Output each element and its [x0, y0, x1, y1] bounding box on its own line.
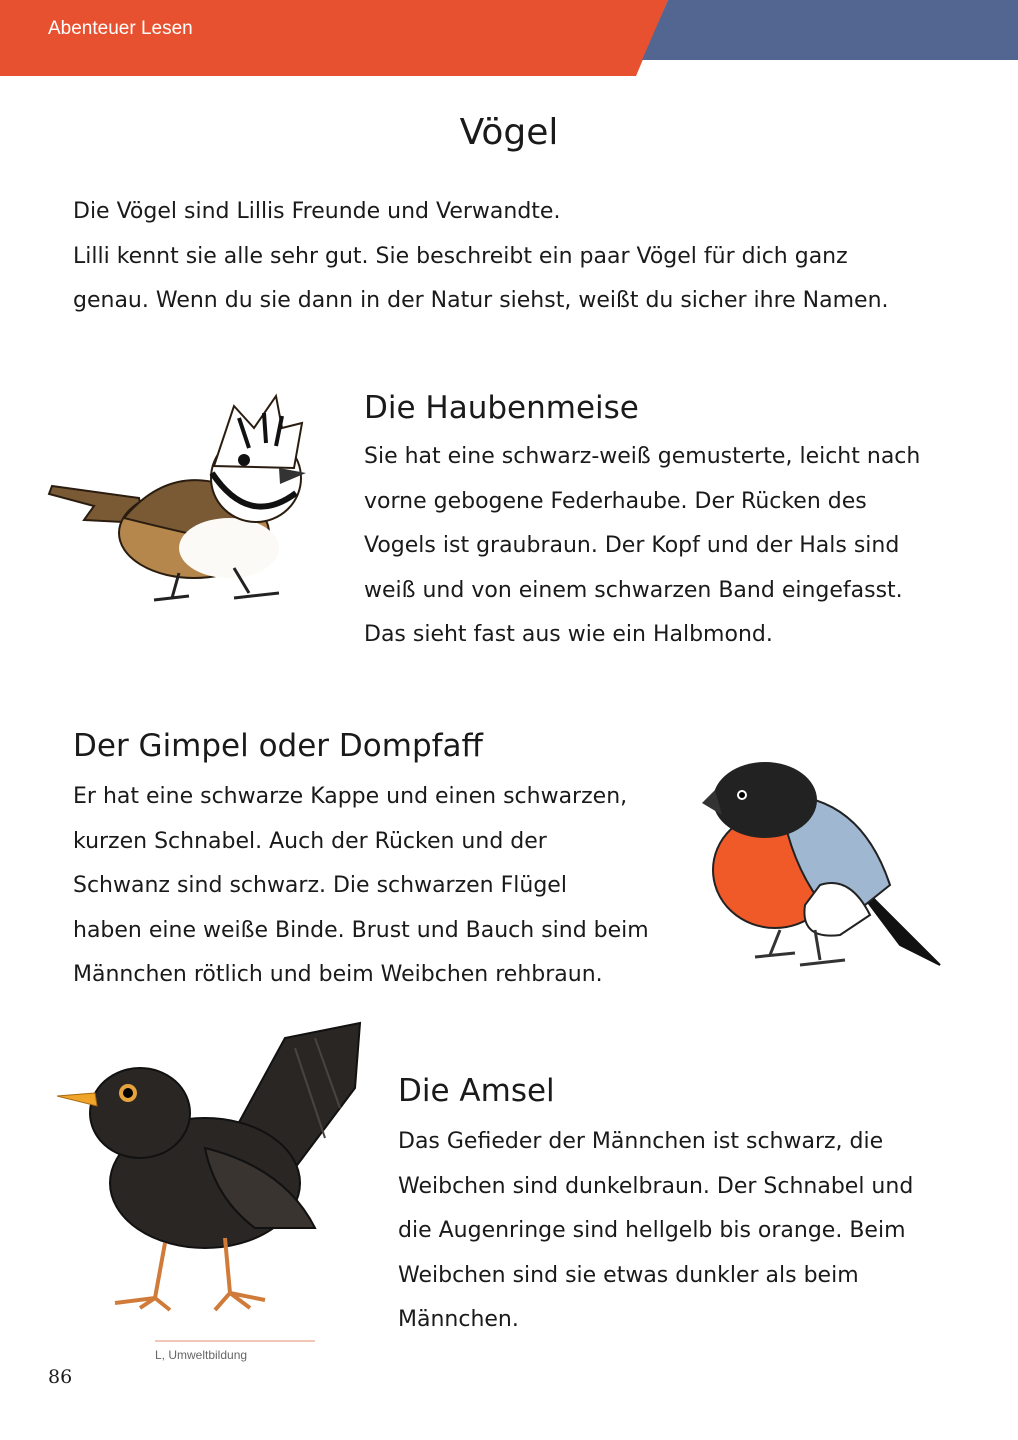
bird-description: [73, 775, 649, 998]
text-line: haben eine weiße Binde. Brust und Bauch sind beim: [73, 917, 649, 943]
intro-text: [73, 190, 889, 324]
page-title: Vögel: [459, 112, 559, 153]
intro-line: genau. Wenn du sie dann in der Natur siehst, weißt du sicher ihre Namen.: [73, 288, 889, 313]
text-line: kurzen Schnabel. Auch der Rücken und der: [73, 828, 547, 854]
text-line: Weibchen sind dunkelbraun. Der Schnabel und: [398, 1173, 914, 1199]
page-number: 86: [48, 1366, 73, 1388]
intro-line: Lilli kennt sie alle sehr gut. Sie beschreibt ein paar Vögel für dich ganz: [73, 243, 848, 269]
text-line: die Augenringe sind hellgelb bis orange. Beim: [398, 1218, 906, 1243]
image-credit: L, Umweltbildung: [155, 1348, 248, 1362]
text-line: Das sieht fast aus wie ein Halbmond.: [364, 622, 773, 647]
text-line: Sie hat eine schwarz-weiß gemusterte, leicht nach: [364, 444, 921, 469]
text-line: Vogels ist graubraun. Der Kopf und der Hals sind: [364, 533, 900, 558]
text-line: Männchen rötlich und beim Weibchen rehbraun.: [73, 962, 603, 987]
bird-heading: Der Gimpel oder Dompfaff: [73, 728, 483, 764]
bullfinch-illustration: [700, 755, 950, 975]
bird-description: [364, 435, 920, 658]
text-line: Das Gefieder der Männchen ist schwarz, die: [398, 1129, 884, 1154]
intro-line: Die Vögel sind Lillis Freunde und Verwandte.: [73, 199, 561, 224]
bird-heading: Die Amsel: [398, 1073, 555, 1109]
bird-heading: Die Haubenmeise: [364, 390, 639, 426]
text-line: Schwanz sind schwarz. Die schwarzen Flügel: [73, 873, 567, 898]
header-label: Abenteuer Lesen: [48, 18, 193, 39]
text-line: Er hat eine schwarze Kappe und einen schwarzen,: [73, 784, 628, 809]
bird-description: [398, 1120, 913, 1343]
text-line: weiß und von einem schwarzen Band eingefasst.: [364, 577, 903, 603]
blackbird-illustration: [55, 1018, 365, 1328]
credit-divider: [155, 1340, 315, 1342]
text-line: Weibchen sind sie etwas dunkler als beim: [398, 1262, 859, 1288]
text-line: Männchen.: [398, 1307, 519, 1332]
crested-tit-illustration: [44, 388, 314, 613]
text-line: vorne gebogene Federhaube. Der Rücken des: [364, 488, 867, 514]
